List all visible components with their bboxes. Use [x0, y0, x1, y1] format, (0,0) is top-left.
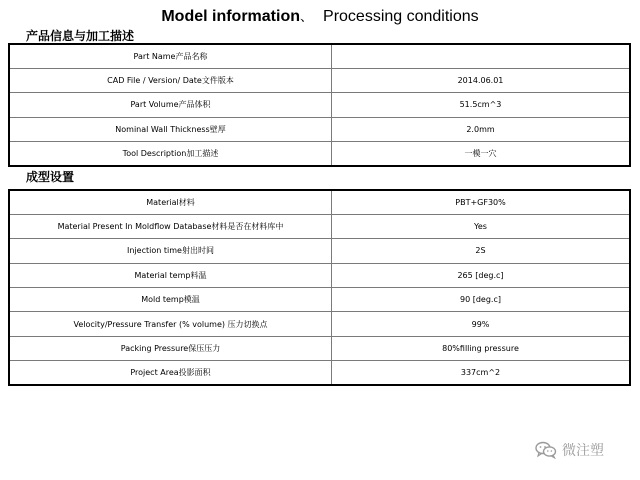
title-separator: 、 [300, 9, 314, 24]
table-row [9, 312, 630, 336]
table-row [9, 93, 630, 117]
table-row [9, 263, 630, 287]
row-value: 337cm^2 [332, 361, 631, 385]
row-value: 90 [deg.c] [332, 288, 631, 312]
table-row [9, 239, 630, 263]
table-row [9, 117, 630, 141]
row-label: Part Volume产品体积 [9, 93, 332, 117]
row-value: Yes [332, 214, 631, 238]
row-label: Velocity/Pressure Transfer (% volume) 压力切换点 [9, 312, 332, 336]
row-label: Packing Pressure保压压力 [9, 336, 332, 360]
row-value: 51.5cm^3 [332, 93, 631, 117]
row-value: 265 [deg.c] [332, 263, 631, 287]
row-label: Tool Description加工描述 [9, 142, 332, 166]
watermark-text: 微注塑 [562, 443, 604, 459]
row-value: 99% [332, 312, 631, 336]
row-label: Nominal Wall Thickness壁厚 [9, 117, 332, 141]
table-row [9, 214, 630, 238]
table-row [9, 336, 630, 360]
row-value: 80%filling pressure [332, 336, 631, 360]
row-label: Material Present In Moldflow Database材料是否在材料库中 [9, 214, 332, 238]
section-heading-molding-settings: 成型设置 [26, 170, 75, 184]
row-value [332, 44, 631, 68]
row-label: Part Name产品名称 [9, 44, 332, 68]
table-row [9, 361, 630, 385]
row-label: Project Area投影面积 [9, 361, 332, 385]
title-sub: Processing conditions [323, 8, 479, 25]
table-row [9, 288, 630, 312]
table-row [9, 68, 630, 92]
row-label: Material材料 [9, 190, 332, 214]
page-title [0, 6, 640, 26]
row-label: Mold temp模温 [9, 288, 332, 312]
table-row [9, 44, 630, 68]
title-main: Model information [161, 8, 300, 25]
row-value: 2S [332, 239, 631, 263]
row-value: 2014.06.01 [332, 68, 631, 92]
wechat-icon [535, 441, 557, 459]
section-heading-product-info: 产品信息与加工描述 [26, 29, 135, 43]
row-value: 2.0mm [332, 117, 631, 141]
row-label: Material temp料温 [9, 263, 332, 287]
product-info-table [8, 43, 631, 167]
table-row [9, 142, 630, 166]
row-label: CAD File / Version/ Date文件版本 [9, 68, 332, 92]
molding-settings-table [8, 189, 631, 386]
row-label: Injection time射出时间 [9, 239, 332, 263]
table-row [9, 190, 630, 214]
watermark [535, 440, 604, 460]
row-value: 一模一穴 [332, 142, 631, 166]
row-value: PBT+GF30% [332, 190, 631, 214]
